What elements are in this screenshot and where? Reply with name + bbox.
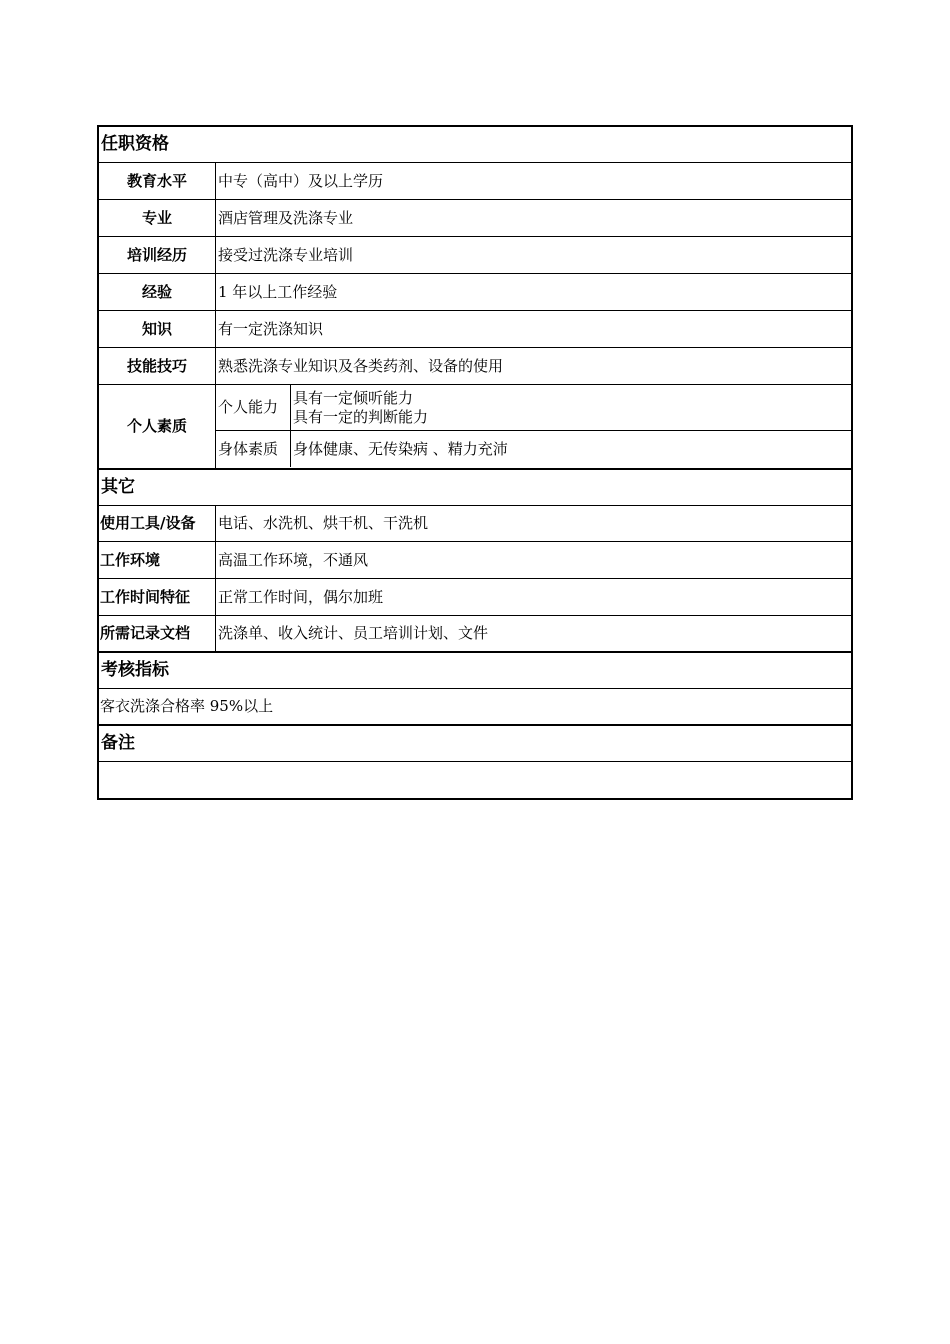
physical-label: 身体素质 [216,431,291,467]
table-row [99,162,851,199]
row-label: 技能技巧 [99,348,216,384]
row-value: 有一定洗涤知识 [218,319,324,338]
table-row [99,541,851,578]
assessment-row [99,688,851,724]
remarks-value [99,762,851,798]
ability-label: 个人能力 [216,385,291,430]
row-value: 1 年以上工作经验 [218,282,338,301]
row-value: 高温工作环境，不通风 [218,550,369,569]
row-label: 所需记录文档 [99,616,216,651]
ability-subrow [216,385,851,430]
row-value: 中专（高中）及以上学历 [218,171,384,190]
section-title: 考核指标 [101,660,169,680]
table-row [99,199,851,236]
table-row [99,273,851,310]
row-value: 接受过洗涤专业培训 [218,245,354,264]
table-row [99,310,851,347]
assessment-value: 客衣洗涤合格率 95%以上 [100,697,274,715]
section-title: 其它 [101,477,135,497]
row-label: 专业 [99,200,216,236]
row-value: 熟悉洗涤专业知识及各类药剂、设备的使用 [218,356,504,375]
row-label: 工作时间特征 [99,579,216,615]
personal-quality-row [99,384,851,468]
table-row [99,236,851,273]
table-row [99,615,851,651]
section-header-remarks [99,724,851,761]
physical-value: 身体健康、无传染病 、精力充沛 [293,439,508,458]
row-value: 正常工作时间，偶尔加班 [218,587,384,606]
row-label: 教育水平 [99,163,216,199]
ability-line: 具有一定倾听能力 [293,388,414,407]
row-value: 酒店管理及洗涤专业 [218,208,354,227]
ability-values [291,385,851,430]
section-header-assessment [99,651,851,688]
row-value: 电话、水洗机、烘干机、干洗机 [218,514,429,532]
table-row [99,578,851,615]
section-header-other [99,468,851,505]
section-title: 备注 [101,733,135,753]
row-label: 经验 [99,274,216,310]
row-label: 培训经历 [99,237,216,273]
row-value: 洗涤单、收入统计、员工培训计划、文件 [218,624,489,642]
personal-quality-subtable [216,385,851,468]
row-label: 工作环境 [99,542,216,578]
physical-subrow [216,430,851,467]
personal-quality-label: 个人素质 [99,385,216,468]
row-label: 使用工具/设备 [99,506,216,541]
row-label: 知识 [99,311,216,347]
remarks-row [99,761,851,798]
table-row [99,347,851,384]
table-row [99,505,851,541]
job-description-table [97,125,853,800]
ability-line: 具有一定的判断能力 [293,407,429,426]
section-title: 任职资格 [101,134,169,154]
section-header-qualifications [99,127,851,162]
